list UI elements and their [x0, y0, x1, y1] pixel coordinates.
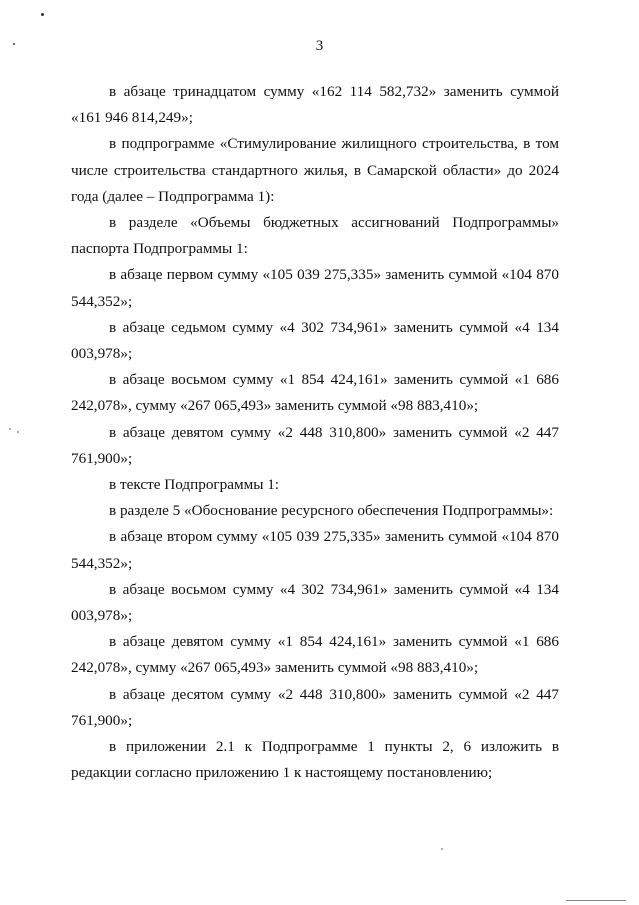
- scan-speck: [9, 428, 11, 430]
- paragraph: в абзаце десятом сумму «2 448 310,800» заменить суммой «2 447 761,900»;: [71, 685, 559, 729]
- paragraph: в абзаце девятом сумму «1 854 424,161» заменить суммой «1 686 242,078», сумму «267 065,493» заменить суммой «98 883,410»;: [71, 633, 559, 677]
- scan-speck: [13, 43, 15, 45]
- paragraph: в абзаце восьмом сумму «1 854 424,161» заменить суммой «1 686 242,078», сумму «267 065,493» заменить суммой «98 883,410»;: [71, 371, 559, 415]
- scan-speck: [17, 431, 19, 433]
- paragraph: в абзаце восьмом сумму «4 302 734,961» заменить суммой «4 134 003,978»;: [71, 580, 559, 625]
- page-number: 3: [315, 38, 324, 54]
- paragraph: в абзаце седьмом сумму «4 302 734,961» заменить суммой «4 134 003,978»;: [71, 318, 559, 363]
- paragraph: в разделе 5 «Обоснование ресурсного обеспечения Подпрограммы»:: [109, 502, 554, 520]
- paragraph: в подпрограмме «Стимулирование жилищного строительства, в том числе строительства стандартного жилья, в Самарской области» до 2024 года (далее – Подпрограмма 1):: [71, 135, 559, 205]
- paragraph: в разделе «Объемы бюджетных ассигнований Подпрограммы» паспорта Подпрограммы 1:: [71, 214, 559, 258]
- paragraph: в приложении 2.1 к Подпрограмме 1 пункты 2, 6 изложить в редакции согласно приложению 1 к настоящему постановлению;: [71, 738, 559, 782]
- scan-speck: [441, 848, 443, 850]
- document-body: [71, 79, 559, 786]
- paragraph: в абзаце девятом сумму «2 448 310,800» заменить суммой «2 447 761,900»;: [71, 423, 559, 467]
- paragraph: в абзаце втором сумму «105 039 275,335» заменить суммой «104 870 544,352»;: [71, 528, 559, 572]
- paragraph: в абзаце первом сумму «105 039 275,335» заменить суммой «104 870 544,352»;: [71, 266, 559, 310]
- paragraph: в абзаце тринадцатом сумму «162 114 582,732» заменить суммой «161 946 814,249»;: [71, 83, 559, 127]
- paragraph: в тексте Подпрограммы 1:: [109, 476, 280, 494]
- scan-edge-mark: [566, 900, 626, 901]
- scan-speck: [41, 13, 44, 16]
